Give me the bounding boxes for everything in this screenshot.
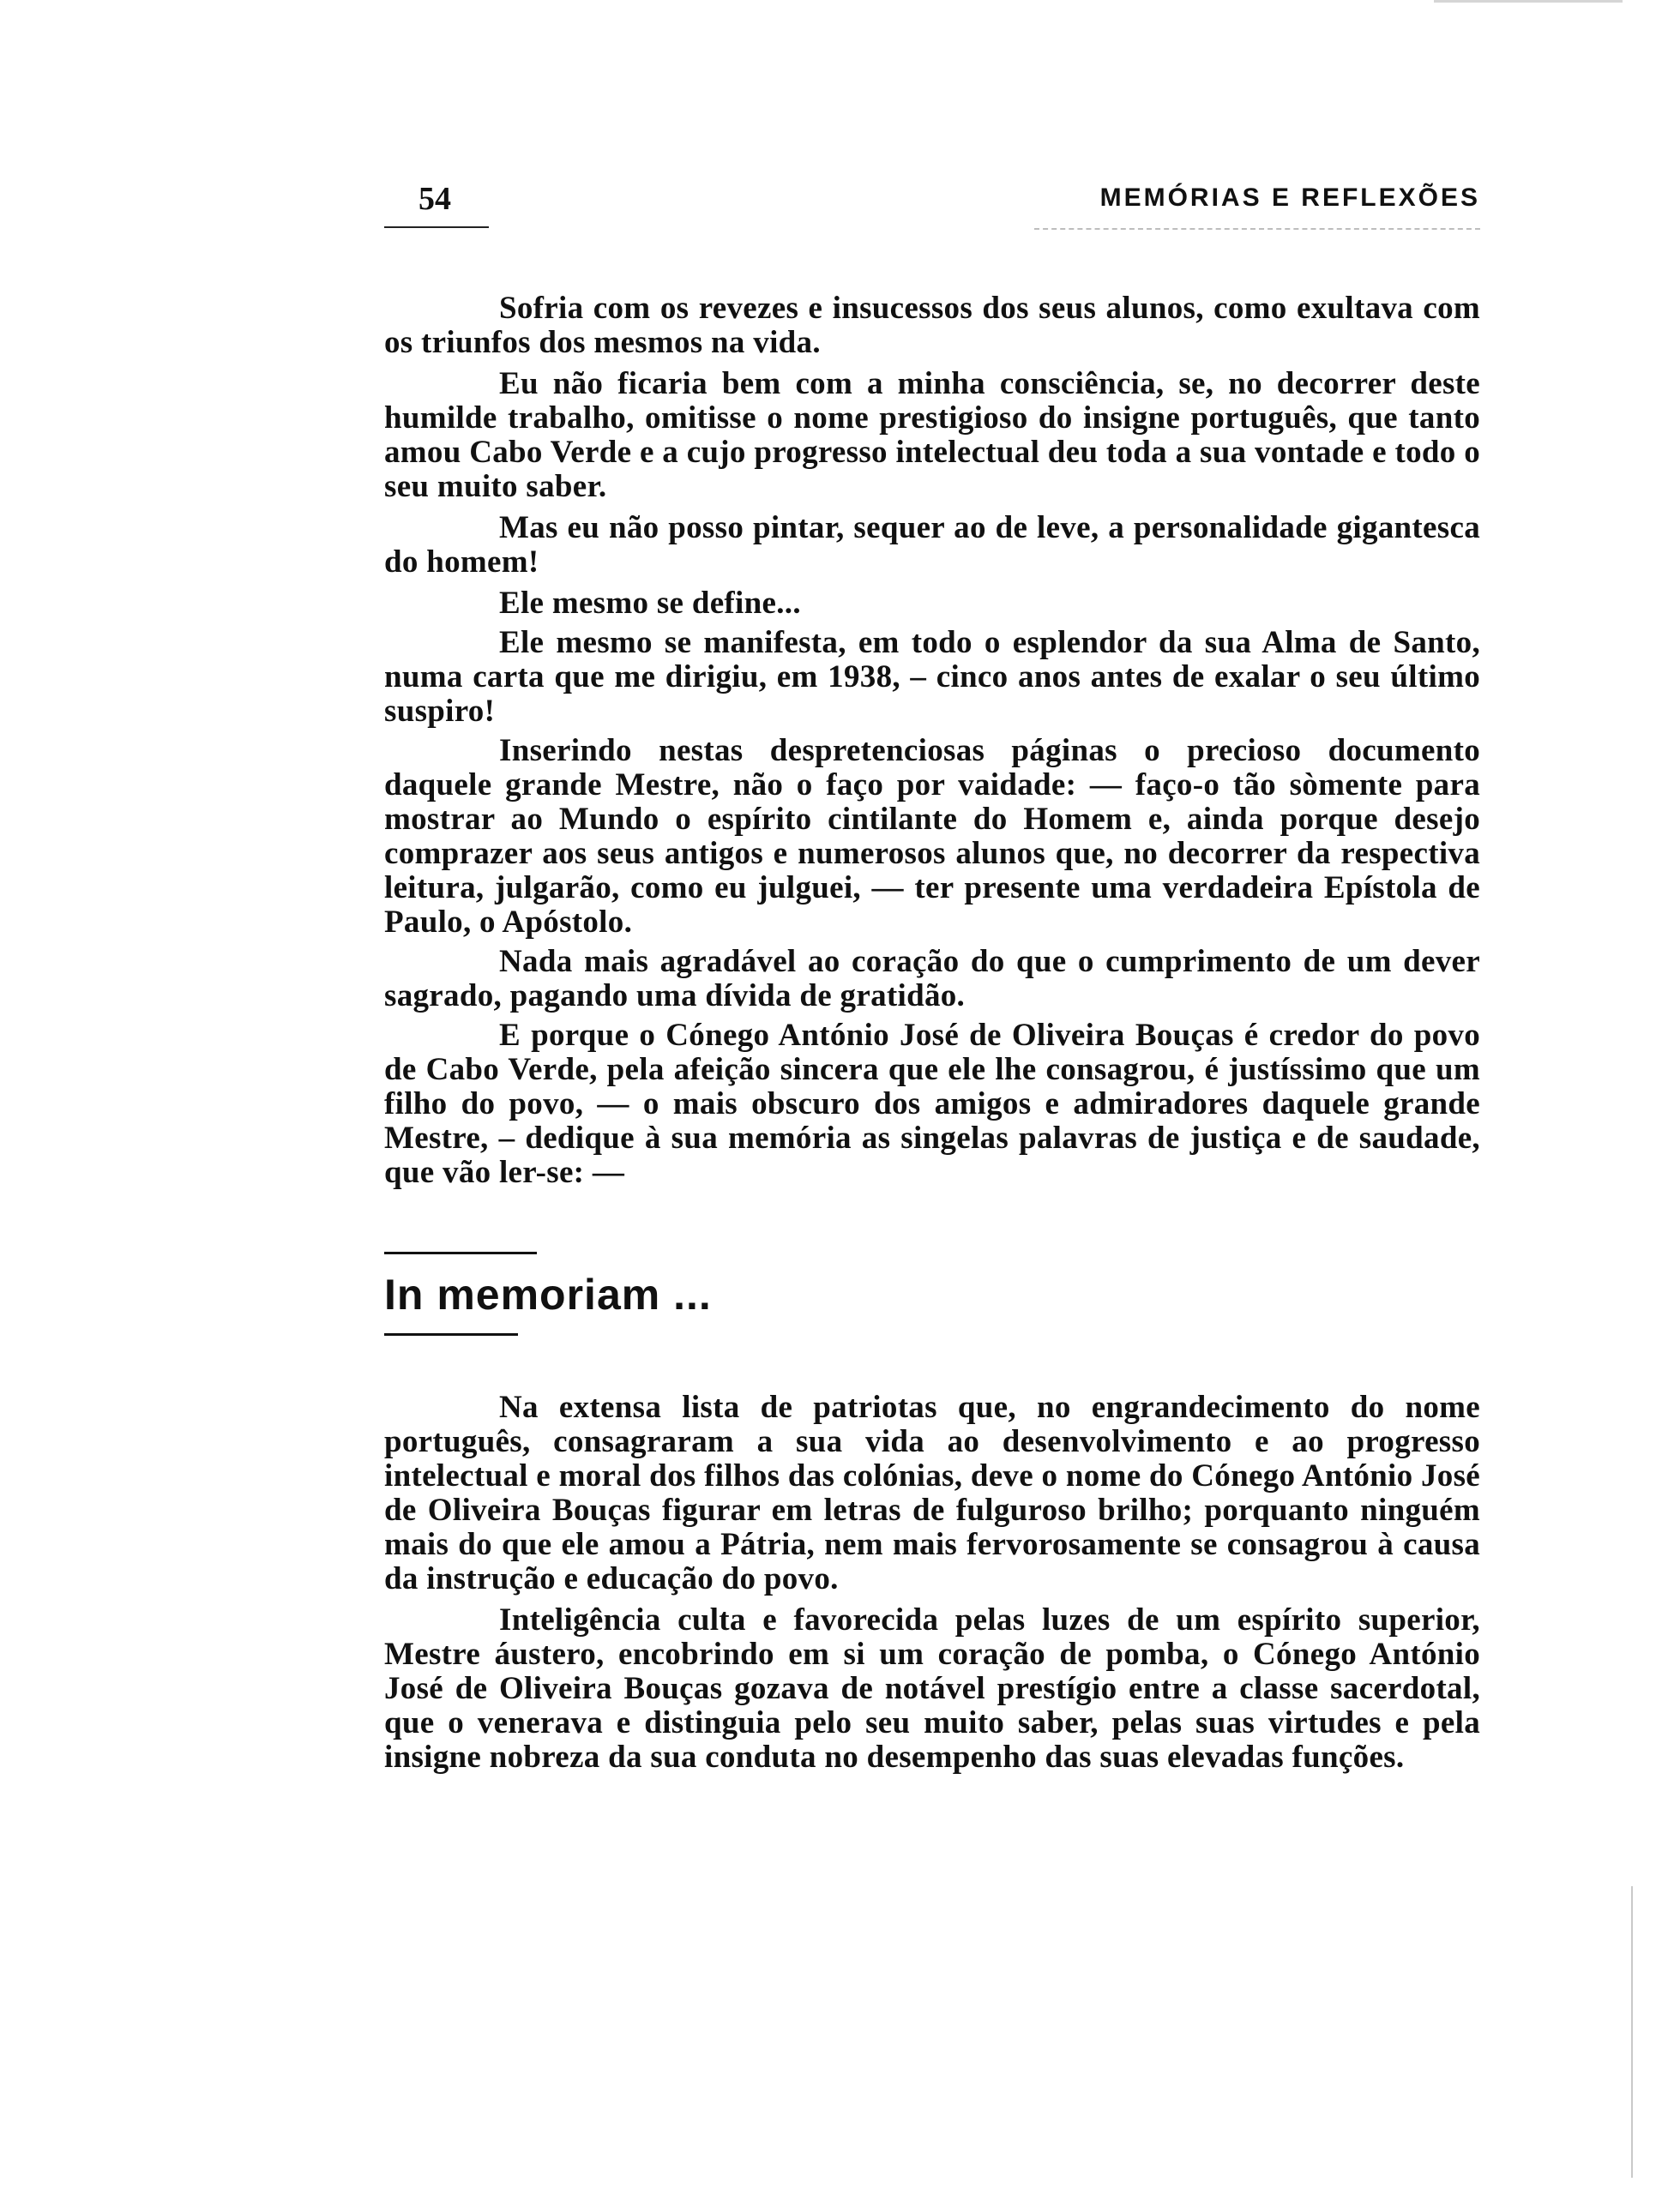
section-rule-top	[384, 1252, 537, 1254]
paragraph: Na extensa lista de patriotas que, no engrandecimento do nome português, consagraram a sua vida ao desenvolvimento e ao progresso intelectual e moral dos filhos das colónias, deve o nome do Cónego António José de Oliveira Bouças figurar em letras de fulguroso brilho; porquanto ninguém mais do que ele amou a Pátria, nem mais fervorosamente se consagrou à causa da instrução e educação do povo.	[384, 1390, 1480, 1596]
paragraph: Sofria com os revezes e insucessos dos seus alunos, como exultava com os triunfos dos mesmos na vida.	[384, 291, 1480, 360]
paragraph: Inserindo nestas despretenciosas páginas o precioso documento daquele grande Mestre, não o faço por vaidade: — faço-o tão sòmente para mostrar ao Mundo o espírito cintilante do Homem e, ainda porque desejo comprazer aos seus antigos e numerosos alunos que, no decorrer da respectiva leitura, julgarão, como eu julguei, — ter presente uma verdadeira Epístola de Paulo, o Apóstolo.	[384, 733, 1480, 940]
running-title: MEMÓRIAS E REFLEXÕES	[1099, 183, 1480, 212]
section-heading: In memoriam ...	[384, 1271, 712, 1319]
page-number-underline	[384, 226, 489, 228]
book-page	[384, 168, 1480, 1782]
paragraph: Ele mesmo se define...	[499, 586, 801, 621]
page-body	[384, 292, 1480, 1775]
running-header	[384, 168, 1480, 219]
paragraph: Ele mesmo se manifesta, em todo o esplendor da sua Alma de Santo, numa carta que me dirigiu, em 1938, – cinco anos antes de exalar o seu último suspiro!	[384, 625, 1480, 729]
paragraph: Eu não ficaria bem com a minha consciência, se, no decorrer deste humilde trabalho, omitisse o nome prestigioso do insigne português, que tanto amou Cabo Verde e a cujo progresso intelectual deu toda a sua vontade e todo o seu muito saber.	[384, 366, 1480, 504]
page-number: 54	[418, 181, 451, 217]
paragraph: Nada mais agradável ao coração do que o cumprimento de um dever sagrado, pagando uma dívida de gratidão.	[384, 944, 1480, 1013]
paragraph: E porque o Cónego António José de Oliveira Bouças é credor do povo de Cabo Verde, pela afeição sincera que ele lhe consagrou, é justíssimo que um filho do povo, — o mais obscuro dos amigos e admiradores daquele grande Mestre, – dedique à sua memória as singelas palavras de justiça e de saudade, que vão ler-se: —	[384, 1018, 1480, 1190]
paragraph: Inteligência culta e favorecida pelas luzes de um espírito superior, Mestre áustero, encobrindo em si um coração de pomba, o Cónego António José de Oliveira Bouças gozava de notável prestígio entre a classe sacerdotal, que o venerava e distinguia pelo seu muito saber, pelas suas virtudes e pela insigne nobreza da sua conduta no desempenho das suas elevadas funções.	[384, 1602, 1480, 1775]
scan-edge-mark	[1434, 0, 1623, 3]
paragraph: Mas eu não posso pintar, sequer ao de leve, a personalidade gigantesca do homem!	[384, 510, 1480, 580]
scan-margin-line	[1631, 1886, 1633, 2178]
header-dotted-rule	[1034, 228, 1480, 230]
section-rule-bottom	[384, 1333, 518, 1336]
